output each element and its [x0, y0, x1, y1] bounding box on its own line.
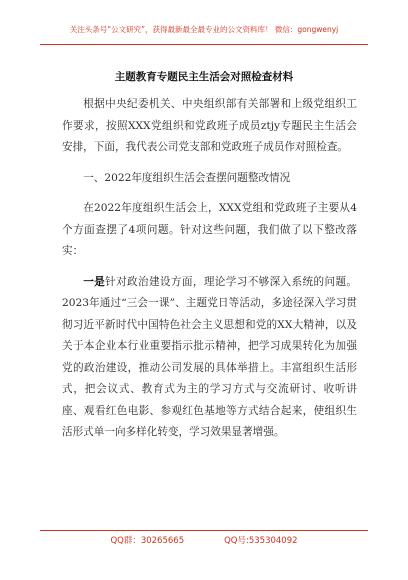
- header-divider: [40, 44, 368, 45]
- section-intro-paragraph: 在2022年度组织生活会上，XXX党组和党政班子主要从4个方面查摆了4项问题。针对这些问题，我们做了以下整改落实：: [62, 202, 357, 257]
- intro-paragraph: 根据中央纪委机关、中央组织部有关部署和上级党组织工作要求，按照XXX党组织和党政班子成员ztjy专题民主生活会安排，下面，我代表公司党支部和党政班子成员作对照检查。: [62, 98, 357, 153]
- document-body: [62, 94, 357, 444]
- item-one-lead: 一是: [83, 275, 106, 288]
- section-heading: 一、2022年度组织生活会查摆问题整改情况: [83, 171, 291, 184]
- footer-contact: [0, 535, 408, 547]
- item-one-text: 针对政治建设方面，理论学习不够深入系统的问题。2023年通过“三会一课”、主题党日等活动，多途径深入学习贯彻习近平新时代中国特色社会主义思想和党的XX大精神，以及关于本企业本行业重要指示批示精神，把学习成果转化为加强党的政治建设，推动公司发展的具体举措上。丰富组织生活形式，把会议式、教育式为主的学习方式与交流研讨、收听讲座、观看红色电影、参观红色基地等方式结合起来，使组织生活形式单一向多样化转变，学习效果显著增强。: [62, 275, 358, 438]
- header-banner: 关注头条号“公文研究”，获得最新最全最专业的公文资料库！ 微信：gongwenyj: [69, 25, 339, 34]
- footer-qq-group: QQ群：30265665: [110, 536, 185, 546]
- footer-qq-number: QQ号:535304092: [224, 536, 298, 546]
- footer-divider: [40, 530, 368, 531]
- document-title: 主题教育专题民主生活会对照检查材料: [114, 71, 294, 83]
- item-one-paragraph: [62, 272, 357, 444]
